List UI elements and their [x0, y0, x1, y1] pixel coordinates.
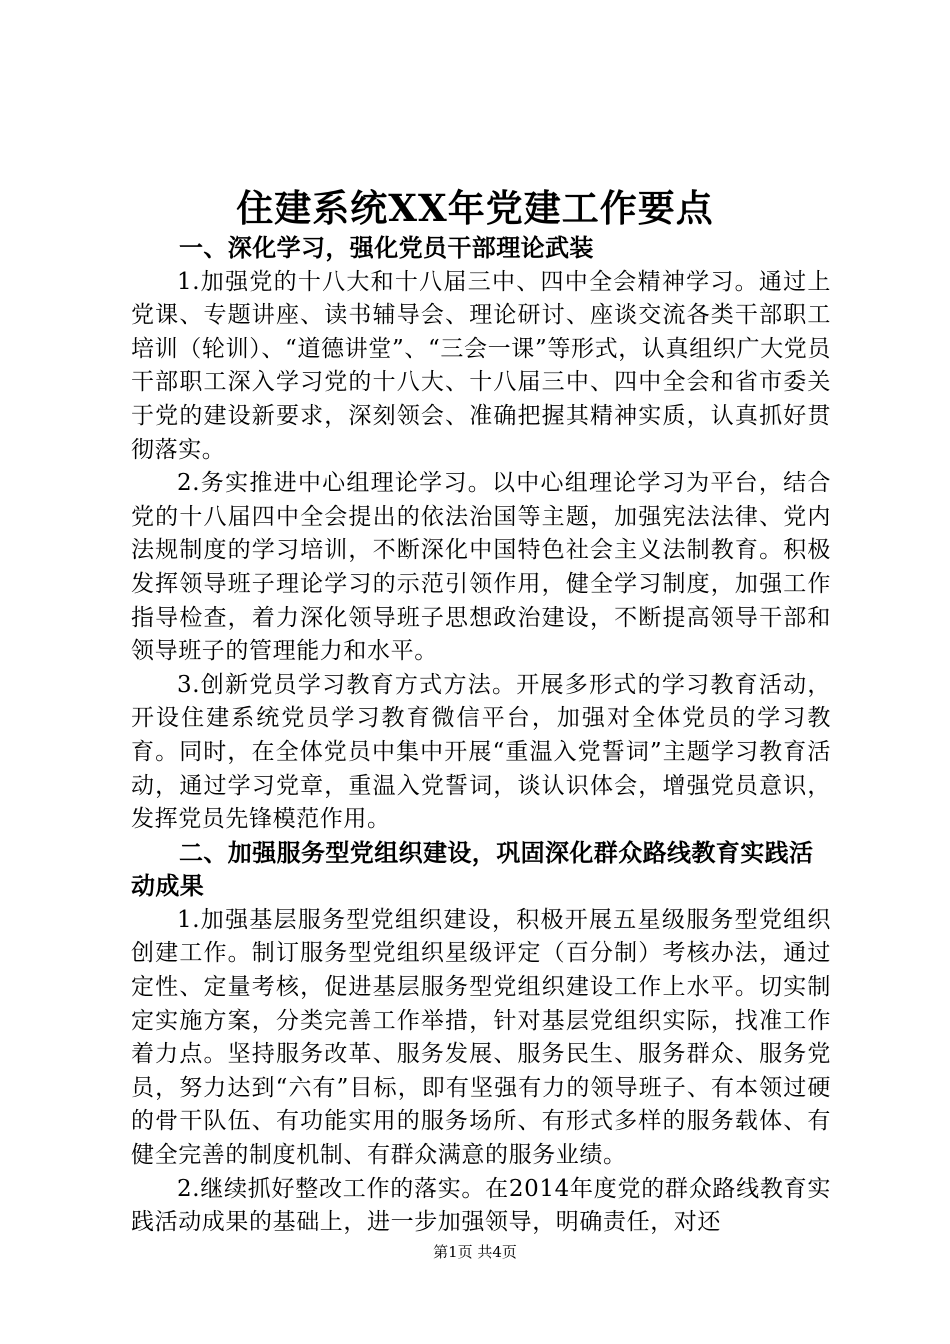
paragraph-1-2: 2.务实推进中心组理论学习。以中心组理论学习为平台，结合党的十八届四中全会提出的依法治国等主题，加强宪法法律、党内法规制度的学习培训，不断深化中国特色社会主义法制教育。积极发挥领导班子理论学习的示范引领作用，健全学习制度，加强工作指导检查，着力深化领导班子思想政治建设，不断提高领导干部和领导班子的管理能力和水平。: [131, 470, 831, 665]
page-footer: 第1页 共4页: [433, 1243, 517, 1261]
section-heading-2: 二、加强服务型党组织建设，巩固深化群众路线教育实践活动成果: [131, 838, 814, 901]
document-body: [131, 232, 831, 1240]
paragraph-2-2: 2.继续抓好整改工作的落实。在2014年度党的群众路线教育实践活动成果的基础上，进一步加强领导，明确责任，对还: [131, 1175, 831, 1236]
document-title: 住建系统XX年党建工作要点: [236, 186, 714, 230]
paragraph-1-3: 3.创新党员学习教育方式方法。开展多形式的学习教育活动，开设住建系统党员学习教育微信平台，加强对全体党员的学习教育。同时，在全体党员中集中开展“重温入党誓词”主题学习教育活动，通过学习党章，重温入党誓词，谈认识体会，增强党员意识，发挥党员先锋模范作用。: [131, 671, 831, 833]
paragraph-2-1: 1.加强基层服务型党组织建设，积极开展五星级服务型党组织创建工作。制订服务型党组织星级评定（百分制）考核办法，通过定性、定量考核，促进基层服务型党组织建设工作上水平。切实制定实施方案，分类完善工作举措，针对基层党组织实际，找准工作着力点。坚持服务改革、服务发展、服务民生、服务群众、服务党员，努力达到“六有”目标，即有坚强有力的领导班子、有本领过硬的骨干队伍、有功能实用的服务场所、有形式多样的服务载体、有健全完善的制度机制、有群众满意的服务业绩。: [131, 906, 831, 1169]
section-heading-1: 一、深化学习，强化党员干部理论武装: [179, 234, 594, 262]
paragraph-1-1: 1.加强党的十八大和十八届三中、四中全会精神学习。通过上党课、专题讲座、读书辅导会、理论研讨、座谈交流各类干部职工培训（轮训）、“道德讲堂”、“三会一课”等形式，认真组织广大党员干部职工深入学习党的十八大、十八届三中、四中全会和省市委关于党的建设新要求，深刻领会、准确把握其精神实质，认真抓好贯彻落实。: [131, 268, 831, 463]
